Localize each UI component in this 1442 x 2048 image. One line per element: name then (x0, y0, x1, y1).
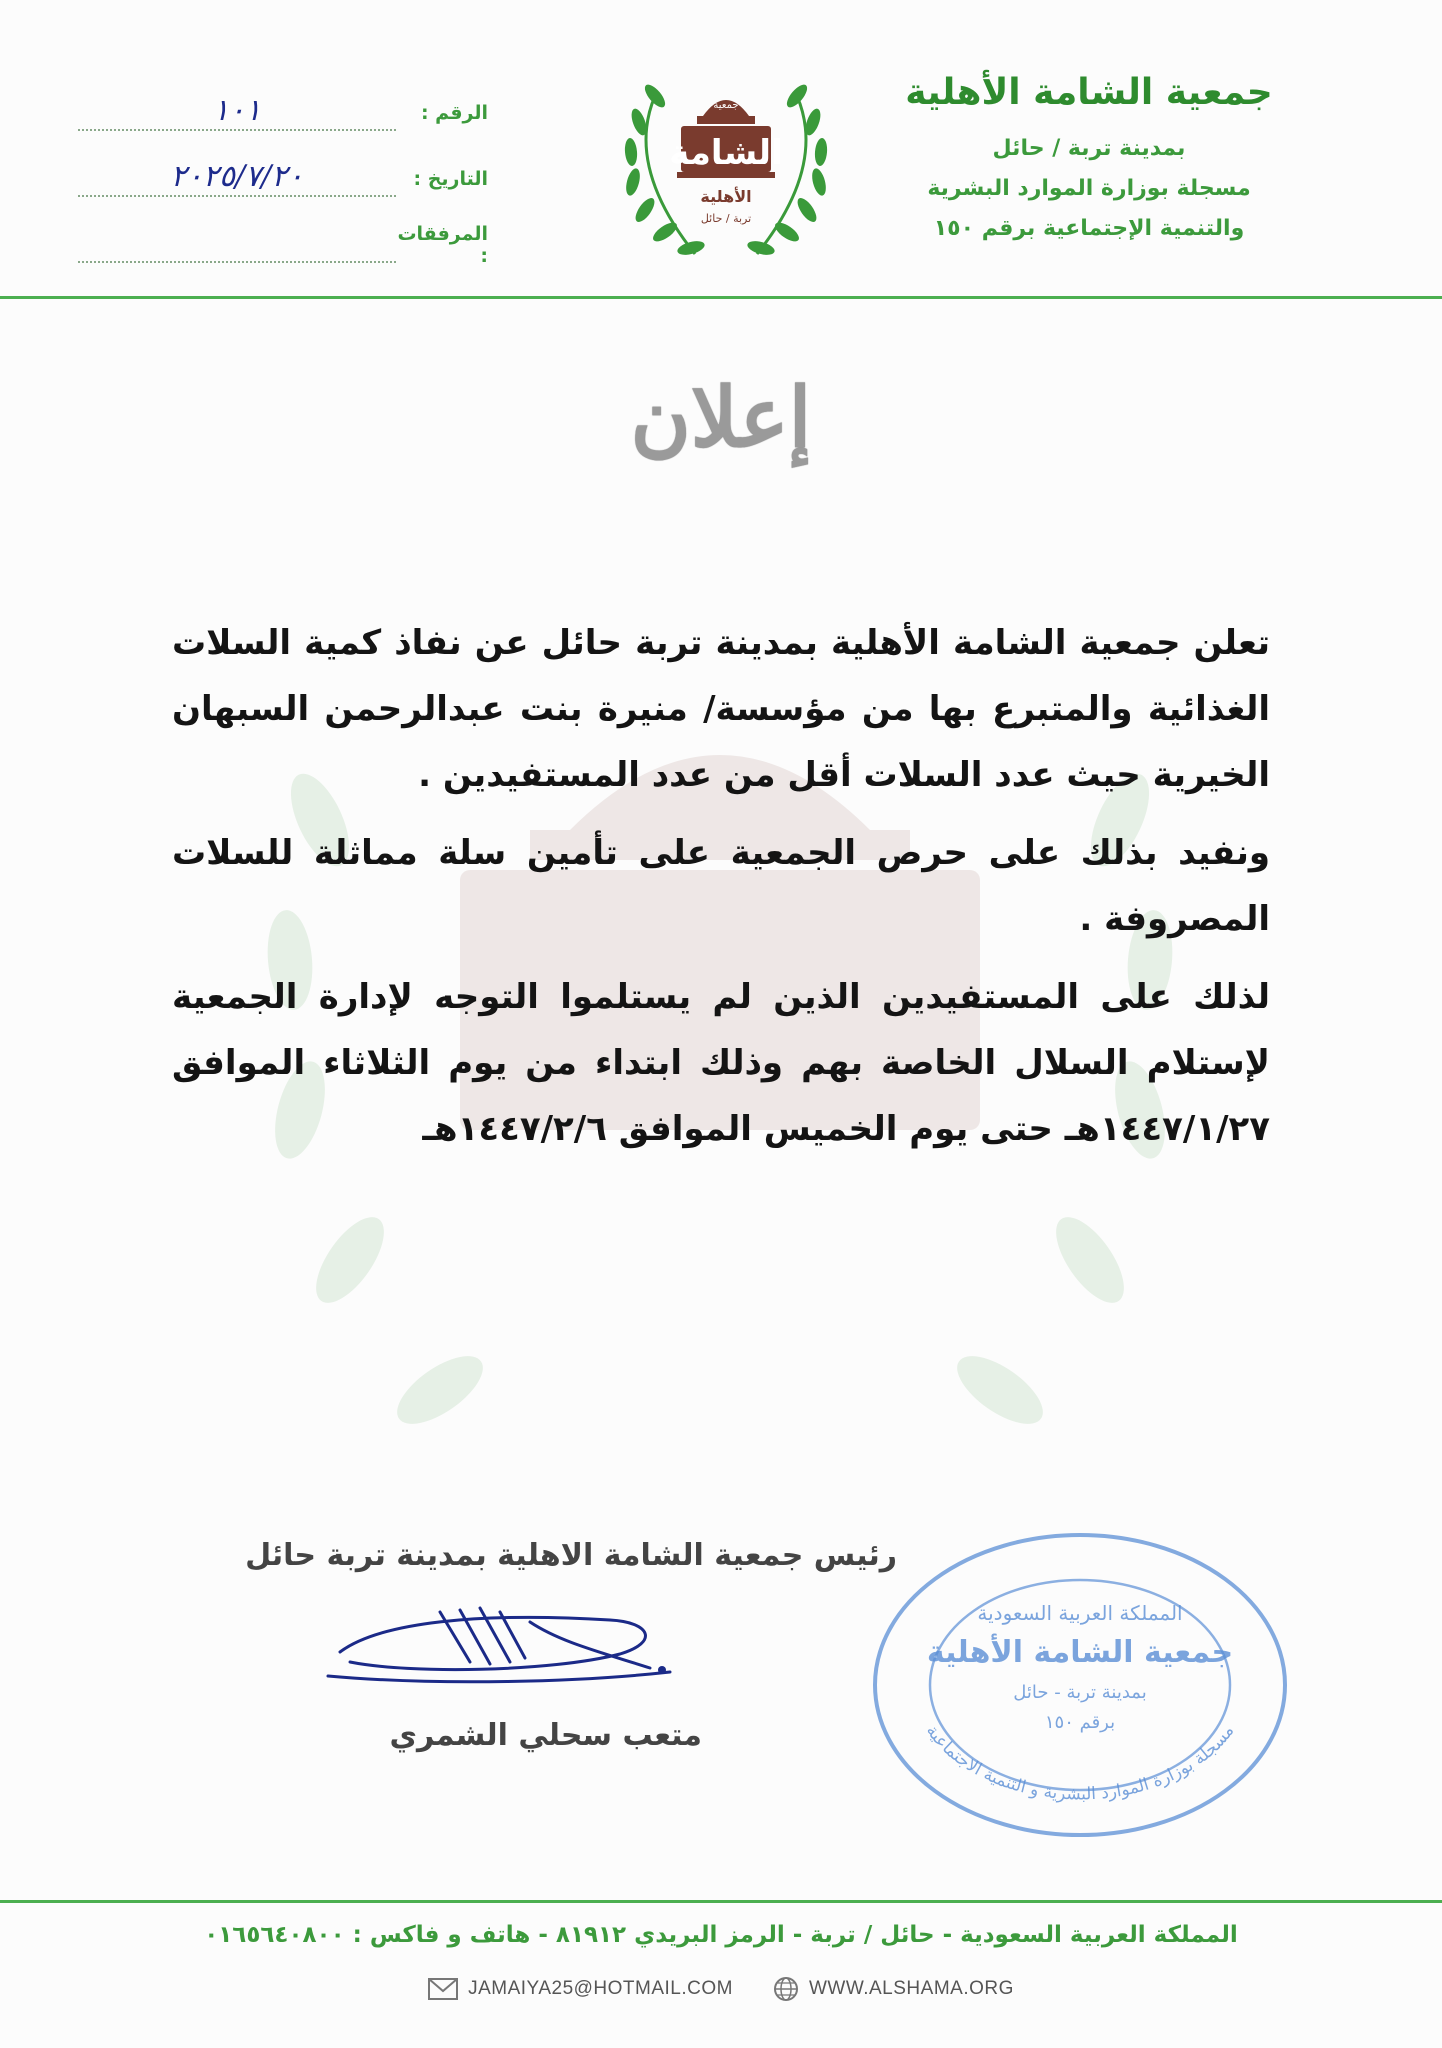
reference-attachments-label: المرفقات : (397, 223, 488, 267)
footer-divider (0, 1900, 1442, 1903)
signatory-title: رئيس جمعية الشامة الاهلية بمدينة تربة حائل (245, 1538, 897, 1573)
reference-date-row (78, 146, 488, 212)
announcement-paragraph-3: لذلك على المستفيدين الذين لم يستلموا التوجه لإدارة الجمعية لإستلام السلال الخاصة بهم وذلك ابتداء من يوم الثلاثاء الموافق ١٤٤٧/١/٢٧هـ حتى يوم الخميس الموافق ١٤٤٧/٢/٦هـ (172, 977, 1270, 1149)
document-title: إعلان (630, 370, 812, 466)
organization-registration-1: مسجلة بوزارة الموارد البشرية (927, 176, 1251, 201)
envelope-icon (428, 1978, 458, 2000)
footer-website-item (773, 1976, 1014, 2002)
announcement-paragraph-1: تعلن جمعية الشامة الأهلية بمدينة تربة حائل عن نفاذ كمية السلات الغذائية والمتبرع بها من مؤسسة/ منيرة بنت عبدالرحمن السبهان الخيرية حيث عدد السلات أقل من عدد المستفيدين . (172, 623, 1270, 795)
footer-address: المملكة العربية السعودية - حائل / تربة - الرمز البريدي ٨١٩١٢ - هاتف و فاكس : ٠١٦٥٦٤٠٨٠٠ (204, 1922, 1238, 1948)
organization-header (874, 72, 1304, 249)
reference-date-value: ٢٠٢٥/٧/٢٠ (78, 161, 396, 197)
reference-number-row (78, 80, 488, 146)
stamp-country: المملكة العربية السعودية (977, 1601, 1183, 1625)
footer-email[interactable]: JAMAIYA25@HOTMAIL.COM (468, 1978, 733, 1999)
footer-email-item (428, 1976, 733, 2002)
reference-attachments-value (78, 227, 396, 263)
stamp-city: بمدينة تربة - حائل (1013, 1682, 1147, 1703)
reference-attachments-row (78, 212, 488, 278)
globe-icon (773, 1976, 799, 2002)
logo-text-place: تربة / حائل (700, 212, 752, 225)
reference-number-label: الرقم : (420, 102, 488, 124)
footer-contact (0, 1976, 1442, 2002)
organization-registration-2: والتنمية الإجتماعية برقم ١٥٠ (933, 216, 1245, 241)
organization-logo (615, 56, 837, 268)
stamp-ring-text: مسجلة بوزارة الموارد البشرية و التنمية الاجتماعية (921, 1721, 1239, 1805)
announcement-body (172, 610, 1270, 1174)
stamp-registration: برقم ١٥٠ (1044, 1712, 1116, 1733)
handwritten-signature (320, 1582, 680, 1692)
official-stamp (860, 1520, 1300, 1850)
organization-name: جمعية الشامة الأهلية (905, 72, 1273, 113)
announcement-paragraph-2: ونفيد بذلك على حرص الجمعية على تأمين سلة مماثلة للسلات المصروفة . (172, 833, 1270, 939)
header-divider (0, 296, 1442, 299)
svg-text:مسجلة بوزارة الموارد البشرية و (922, 1721, 1238, 1804)
organization-city: بمدينة تربة / حائل (992, 136, 1186, 161)
reference-date-label: التاريخ : (413, 168, 488, 190)
logo-text-main: الشامة (669, 133, 783, 173)
footer-website[interactable]: WWW.ALSHAMA.ORG (808, 1978, 1014, 1999)
logo-text-top: جمعية (713, 100, 739, 111)
reference-number-value: ١٠١ (78, 95, 396, 131)
logo-text-sub: الأهلية (700, 187, 752, 206)
stamp-organization: جمعية الشامة الأهلية (926, 1635, 1234, 1670)
signatory-name: متعب سحلي الشمري (389, 1718, 702, 1753)
reference-fields (78, 80, 488, 278)
